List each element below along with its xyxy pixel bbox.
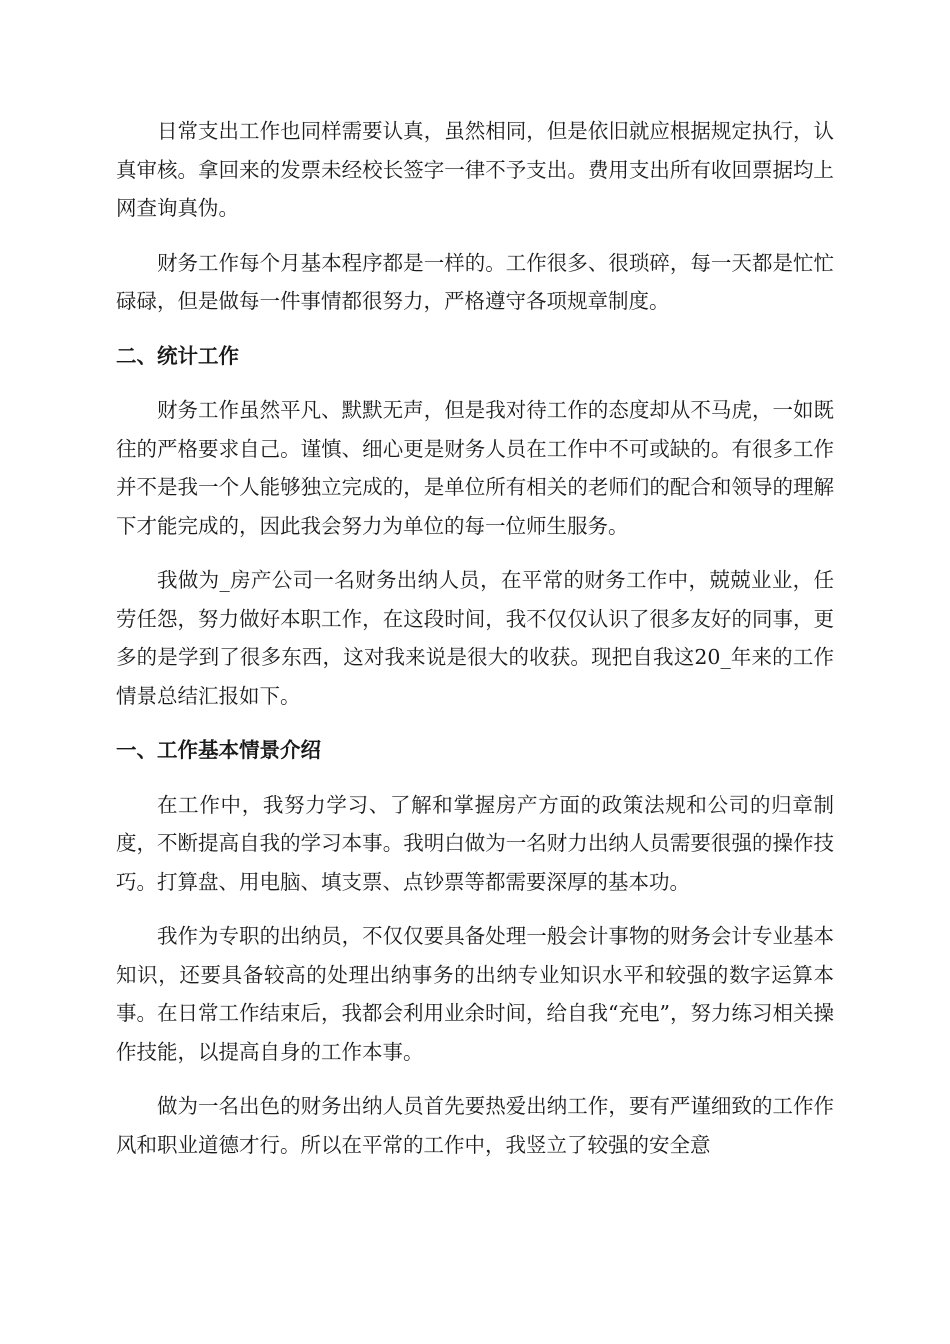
paragraph-learning: 在工作中，我努力学习、了解和掌握房产方面的政策法规和公司的归章制度，不断提高自我的学习本事。我明白做为一名财力出纳人员需要很强的操作技巧。打算盘、用电脑、填支票、点钞票等都需要深厚的基本功。 [116, 792, 834, 894]
paragraph-introduction: 我做为_房产公司一名财务出纳人员，在平常的财务工作中，兢兢业业，任劳任怨，努力做好本职工作，在这段时间，我不仅仅认识了很多友好的同事，更多的是学到了很多东西，这对我来说是很大的收获。现把自我这20_年来的工作情景总结汇报如下。 [116, 568, 834, 708]
paragraph-work-attitude: 财务工作虽然平凡、默默无声，但是我对待工作的态度却从不马虎，一如既往的严格要求自己。谨慎、细心更是财务人员在工作中不可或缺的。有很多工作并不是我一个人能够独立完成的，是单位所有相关的老师们的配合和领导的理解下才能完成的，因此我会努力为单位的每一位师生服务。 [116, 398, 834, 538]
heading-statistics-work: 二、统计工作 [116, 343, 239, 368]
paragraph-cashier-skills: 我作为专职的出纳员，不仅仅要具备处理一般会计事物的财务会计专业基本知识，还要具备较高的处理出纳事务的出纳专业知识水平和较强的数字运算本事。在日常工作结束后，我都会利用业余时间，给自我“充电”，努力练习相关操作技能，以提高自身的工作本事。 [116, 924, 834, 1064]
document-page [116, 112, 834, 1180]
paragraph-professional-ethics: 做为一名出色的财务出纳人员首先要热爱出纳工作，要有严谨细致的工作作风和职业道德才行。所以在平常的工作中，我竖立了较强的安全意 [116, 1094, 834, 1157]
paragraph-daily-expenditure: 日常支出工作也同样需要认真，虽然相同，但是依旧就应根据规定执行，认真审核。拿回来的发票未经校长签字一律不予支出。费用支出所有收回票据均上网查询真伪。 [116, 119, 834, 220]
paragraph-monthly-routine: 财务工作每个月基本程序都是一样的。工作很多、很琐碎，每一天都是忙忙碌碌，但是做每一件事情都很努力，严格遵守各项规章制度。 [116, 250, 834, 313]
heading-work-overview: 一、工作基本情景介绍 [116, 738, 321, 762]
